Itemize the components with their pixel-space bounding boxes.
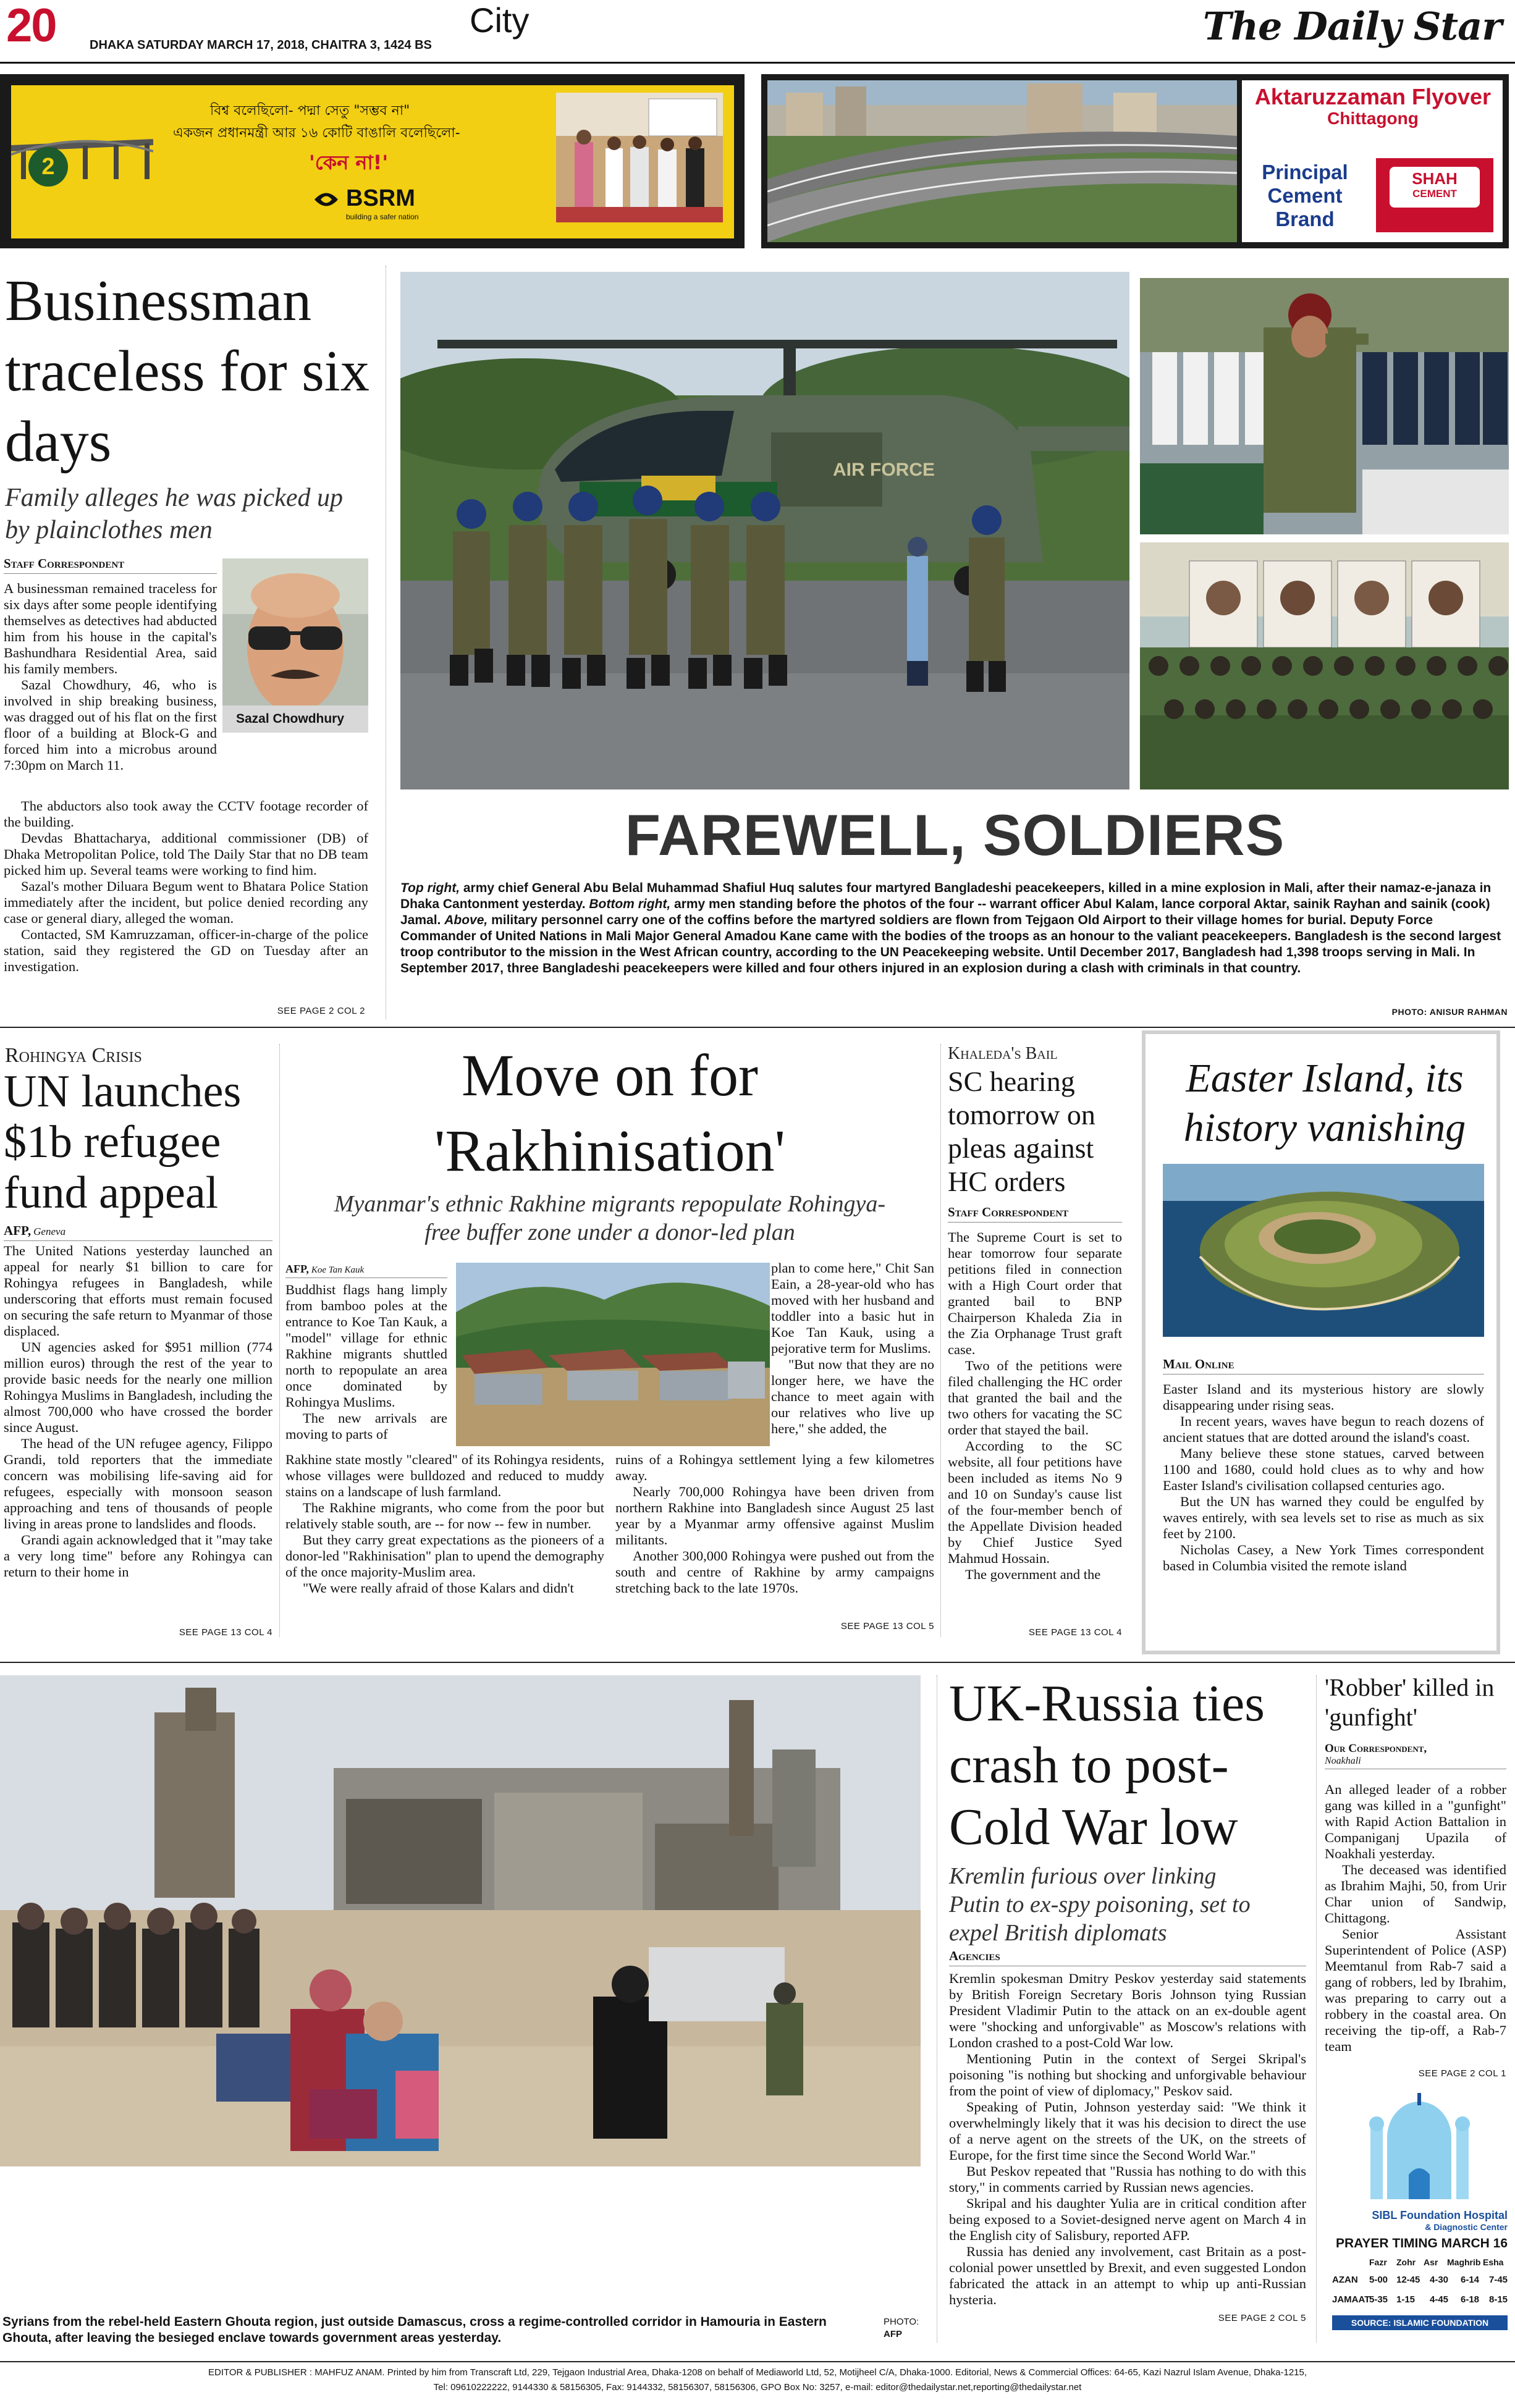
- businessman-p5: Sazal's mother Diluara Begum went to Bhatara Police Station immediately after the incident, but police denied recording any case or general diary, alleged the woman.: [4, 878, 368, 926]
- column-rule: [279, 1044, 280, 1637]
- shah-cement-ad: [761, 74, 1509, 248]
- prayer-header-esha: Esha: [1483, 2257, 1504, 2267]
- robber-p1: An alleged leader of a robber gang was killed in a "gunfight" with Rapid Action Battalion in Companiganj Upazila of Noakhali yesterday.: [1325, 1782, 1506, 1861]
- rakhine-col2-p2: "But now that they are no longer here, we have the chance to meet again with our relatives who live up here," she added, the: [771, 1357, 934, 1436]
- masthead: [0, 0, 1515, 65]
- robber-story: [1323, 1673, 1509, 2079]
- ghouta-caption: Syrians from the rebel-held Eastern Ghouta region, just outside Damascus, cross a regime-controlled corridor in Hamouria in Eastern Ghouta, after leaving the besieged enclave towards government areas yesterday.: [2, 2315, 827, 2345]
- shah-logo: [1376, 158, 1493, 232]
- farewell-caption: [400, 880, 1509, 977]
- un-p2: UN agencies asked for $951 million (774 million euros) through the rest of the year to provide basic needs for the nearly one million Rohingya Muslims in Bangladesh, including the almost 700,000 who have crossed the border since August.: [4, 1339, 272, 1435]
- businessman-story: [0, 266, 371, 1022]
- shah-logo-bottom: CEMENT: [1412, 188, 1457, 200]
- farewell-headline: FAREWELL, SOLDIERS: [625, 802, 1285, 867]
- rakhine-byline: [285, 1263, 447, 1278]
- robber-p3: Senior Assistant Superintendent of Police (ASP) Meemtanul from Rab-7 said a gang of robbers, led by Ibrahim, was preparing to carry out a robbery in the coastal area. On receiving the tip-off, a Rab-7 team: [1325, 1926, 1506, 2054]
- prayer-jamaat-maghrib: 6-18: [1461, 2294, 1480, 2305]
- un-p1: The United Nations yesterday launched an appeal for nearly $1 billion to care for Rohingya refugees in Bangladesh, while underscoring that efforts must remain focused on securing the safe return to Myanmar of those displaced.: [4, 1243, 272, 1339]
- farewell-caption-text1: army chief General Abu Belal Muhammad Shafiul Huq salutes four martyred Bangladeshi peacekeepers, killed in a mine explosion in Mali, after their namaz-e-janaza in Dhaka Cantonment yesterday.: [400, 881, 1492, 911]
- prayer-azan-zohr: 12-45: [1396, 2275, 1420, 2285]
- un-byline-agency: AFP,: [4, 1223, 32, 1238]
- easter-body: [1163, 1381, 1484, 1574]
- prayer-azan-label: AZAN: [1332, 2275, 1358, 2285]
- businessman-p1: A businessman remained traceless for six days after some people identifying themselves as detectives had abducted him from his house in the capital's Bashundhara Residential Area, said his family members.: [4, 581, 217, 676]
- farewell-caption-text3: military personnel carry one of the coffins before the martyred soldiers are flown from Tejgaon Old Airport to their village homes for burial. Deputy Force Commander of United Nations in Mali Major General Amadou Kane came with the bodies of the troops as an honour to the valiant peacekeepers. Bangladesh is the second largest troop contributor to the mission in the West African country, according to the UN Peacekeeping website. Until December 2017, Bangladesh had 1,398 troops serving in Mali. In September 2017, three Bangladeshi peacekeepers were killed and four others injured in an explosion during a clash with criminals in that country.: [400, 913, 1501, 975]
- un-story: [0, 1044, 272, 1643]
- ukrussia-p4: But Peskov repeated that "Russia has nothing to do with this story," in comments carried by Russian news agencies.: [949, 2163, 1306, 2195]
- bsrm-bangla-line2: একজন প্রধানমন্ত্রী আর ১৬ কোটি বাঙালি বলেছিলো-: [173, 125, 460, 141]
- rakhine-col1-bottom: [285, 1452, 604, 1596]
- bsrm-ad: [0, 74, 745, 248]
- column-rule: [940, 1044, 941, 1637]
- un-dateline: Geneva: [33, 1226, 66, 1237]
- prayer-sponsor-line2: & Diagnostic Center: [1425, 2222, 1508, 2232]
- bsrm-logo: BSRM: [346, 185, 415, 211]
- easter-box: [1142, 1030, 1500, 1654]
- prayer-header-row: [1332, 2257, 1511, 2267]
- helicopter-marking: AIR FORCE: [833, 460, 935, 480]
- date-line: DHAKA SATURDAY MARCH 17, 2018, CHAITRA 3, 1424 BS: [90, 38, 432, 52]
- businessman-p4: Devdas Bhattacharya, additional commissioner (DB) of Dhaka Metropolitan Police, told The Daily Star that no DB team picked him up. Several teams were working to find him.: [4, 830, 368, 878]
- sazal-photo: [222, 558, 368, 733]
- robber-byline-name: Our Correspondent,: [1325, 1742, 1427, 1755]
- robber-dateline: Noakhali: [1325, 1756, 1361, 1766]
- un-kicker: Rohingya Crisis: [5, 1044, 142, 1067]
- sc-story: [947, 1044, 1123, 1643]
- businessman-jump[interactable]: SEE PAGE 2 COL 2: [277, 1006, 365, 1016]
- businessman-headline: Businessman traceless for six days: [5, 269, 369, 474]
- farewell-caption-lead2: Bottom right,: [589, 897, 671, 911]
- sc-kicker: Khaleda's Bail: [948, 1044, 1058, 1063]
- easter-p3: Many believe these stone statues, carved between 1100 and 1680, could hold clues as to why and how Easter Island's civilisation collapsed centuries ago.: [1163, 1446, 1484, 1493]
- rakhine-col2-p1: plan to come here," Chit San Eain, a 28-year-old who has moved with her husband and toddler into a basic hut in Koe Tan Kauk, using a pejorative term for Muslims.: [771, 1260, 934, 1356]
- robber-jump[interactable]: SEE PAGE 2 COL 1: [1418, 2068, 1506, 2079]
- sc-body: [948, 1229, 1122, 1583]
- ukrussia-headline: UK-Russia ties crash to post-Cold War low: [949, 1675, 1265, 1856]
- soldiers-portraits-photo: [1140, 542, 1509, 789]
- rakhine-col2: [771, 1260, 934, 1437]
- page-number: 20: [6, 0, 56, 52]
- bsrm-bangla-line3: 'কেন না!': [309, 151, 389, 174]
- rakhine-deck: Myanmar's ethnic Rakhine migrants repopulate Rohingya-free buffer zone under a donor-led plan: [334, 1191, 886, 1245]
- bsrm-logo-icon: [312, 185, 340, 214]
- un-p3: The head of the UN refugee agency, Filippo Grandi, told reporters that the immediate concern was mobilising life-saving aid for refugees, especially with monsoon season approaching and tens of thousands of people living in areas prone to landslides and floods.: [4, 1436, 272, 1531]
- farewell-caption-text2: army men standing before the photos of the four -- warrant officer Abul Kalam, lance corporal Aktar, sainik Rayhan and sainik (cook) Jamal.: [400, 897, 1490, 927]
- farewell-caption-lead3: Above,: [444, 913, 488, 927]
- prayer-header-fazr: Fazr: [1369, 2257, 1387, 2267]
- salute-photo: [1140, 278, 1509, 534]
- sc-byline: Staff Correspondent: [948, 1205, 1122, 1223]
- shah-logo-top: SHAH: [1412, 169, 1458, 188]
- easter-p2: In recent years, waves have begun to reach dozens of ancient statues that are dotted around the island's coast.: [1163, 1413, 1484, 1445]
- paper-name: The Daily Star: [1202, 4, 1501, 49]
- rakhine-dateline: Koe Tan Kauk: [311, 1265, 365, 1275]
- rakhine-col1-p1: Buddhist flags hang limply from bamboo poles at the entrance to Koe Tan Kauk, a "model" village for ethnic Rakhine migrants shuttled north to repopulate an area once dominated by Rohingya Muslims.: [285, 1282, 447, 1410]
- prayer-title: PRAYER TIMING MARCH 16: [1335, 2236, 1508, 2250]
- imprint-line1: EDITOR & PUBLISHER : MAHFUZ ANAM. Printed by him from Transcraft Ltd, 229, Tejgaon Industrial Area, Dhaka-1208 on behalf of Mediaworld Ltd, 52, Motijheel C/A, Dhaka-1000. Editorial, News & Commercial Offices: 64-65, Kazi Nazrul Islam Avenue, Dhaka-1215,: [208, 2367, 1307, 2378]
- footer-rule: [0, 2361, 1515, 2362]
- sc-p3: According to the SC website, all four petitions have been included as items No 9 and 10 on Sunday's cause list of the four-member bench of the Appellate Division headed by Chief Justice Syed Mahmud Hossain.: [948, 1438, 1122, 1566]
- robber-p2: The deceased was identified as Ibrahim Majhi, 50, from Urir Char union of Sandwip, Chittagong.: [1325, 1862, 1506, 1926]
- rakhine-jump[interactable]: SEE PAGE 13 COL 5: [840, 1621, 934, 1631]
- rakhine-story: [285, 1038, 934, 1643]
- ukrussia-p6: Russia has denied any involvement, cast Britain as a post-colonial power unsettled by Brexit, and even suggested London fabricated the attack in an attempt to whip up anti-Russian hysteria.: [949, 2244, 1306, 2307]
- easter-headline: Easter Island, its history vanishing: [1183, 1056, 1466, 1150]
- rakhine-col2-p5: Another 300,000 Rohingya were pushed out from the south and centre of Rakhine by army campaigns stretching back to the late 1970s.: [615, 1548, 934, 1596]
- easter-p1: Easter Island and its mysterious history are slowly disappearing under rising seas.: [1163, 1381, 1484, 1413]
- svg-text:2: 2: [41, 154, 55, 180]
- robber-byline: [1325, 1742, 1506, 1769]
- sc-headline: SC hearing tomorrow on pleas against HC orders: [948, 1066, 1095, 1197]
- easter-p4: But the UN has warned they could be engulfed by waves entirely, with sea levels set to rise as much as six feet by 2100.: [1163, 1494, 1484, 1541]
- prayer-jamaat-asr: 4-45: [1430, 2294, 1449, 2305]
- prayer-jamaat-row: [1332, 2294, 1511, 2305]
- businessman-body-bottom: [4, 798, 368, 975]
- rakhine-byline-agency: AFP,: [285, 1263, 309, 1275]
- sc-p1: The Supreme Court is set to hear tomorrow four separate petitions filed in connection with a High Court order that granted bail to BNP Chairperson Khaleda Zia in the Zia Orphanage Trust graft case.: [948, 1229, 1122, 1357]
- prayer-azan-row: [1332, 2275, 1511, 2285]
- flyover-photo: [767, 80, 1237, 242]
- prayer-source: SOURCE: ISLAMIC FOUNDATION: [1332, 2315, 1508, 2330]
- un-p4: Grandi again acknowledged that it "may take a very long time" before any Rohingya can return to their home in: [4, 1532, 272, 1580]
- easter-island-photo: [1163, 1164, 1484, 1337]
- shah-ad-headline: Aktaruzzaman Flyover: [1254, 84, 1492, 109]
- businessman-p3: The abductors also took away the CCTV footage recorder of the building.: [4, 798, 368, 830]
- section-title: City: [470, 1, 530, 40]
- sazal-photo-caption: Sazal Chowdhury: [236, 712, 345, 726]
- prayer-jamaat-fazr: 5-35: [1369, 2294, 1388, 2305]
- rakhine-col1-top: [285, 1282, 447, 1442]
- helicopter-coffin-photo: [400, 272, 1129, 789]
- column-rule: [1316, 1675, 1317, 2343]
- ukrussia-p3: Speaking of Putin, Johnson yesterday said: "We think it overwhelmingly likely that it was his decision to direct the use of a nerve agent on the streets of the UK, on the streets of Europe, for the first time since the Second World War.": [949, 2099, 1306, 2163]
- prayer-azan-fazr: 5-00: [1369, 2275, 1388, 2285]
- ukrussia-story: [945, 1673, 1307, 2340]
- farewell-caption-lead1: Top right,: [400, 881, 460, 895]
- businessman-body-top: [4, 581, 217, 773]
- farewell-photo-credit: PHOTO: ANISUR RAHMAN: [1391, 1007, 1508, 1017]
- bsrm-tagline: building a safer nation: [346, 213, 419, 221]
- ghouta-photo: [0, 1675, 921, 2166]
- ukrussia-p2: Mentioning Putin in the context of Sergei Skripal's poisoning "is nothing but shocking and unforgivable behaviour from the point of view of diplomacy," Peskov said.: [949, 2051, 1306, 2099]
- robber-headline: 'Robber' killed in 'gunfight': [1325, 1673, 1495, 1731]
- un-headline: UN launches $1b refugee fund appeal: [4, 1066, 242, 1218]
- ukrussia-deck: Kremlin furious over linking Putin to ex-spy poisoning, set to expel British diplomats: [949, 1863, 1251, 1946]
- prayer-header-maghrib: Maghrib: [1447, 2257, 1481, 2267]
- shah-ad-line2: Cement: [1267, 184, 1343, 207]
- padma-bridge-graphic: [11, 93, 153, 192]
- prayer-azan-maghrib: 6-14: [1461, 2275, 1480, 2285]
- masthead-rule: [0, 62, 1515, 64]
- ukrussia-jump[interactable]: SEE PAGE 2 COL 5: [1218, 2313, 1306, 2323]
- ukrussia-byline: Agencies: [949, 1948, 1306, 1966]
- sc-jump[interactable]: SEE PAGE 13 COL 4: [1028, 1627, 1122, 1638]
- prayer-azan-asr: 4-30: [1430, 2275, 1449, 2285]
- un-jump[interactable]: SEE PAGE 13 COL 4: [179, 1627, 272, 1638]
- rakhine-col2-bottom: [615, 1452, 934, 1596]
- un-body: [4, 1243, 272, 1580]
- prayer-header-asr: Asr: [1424, 2257, 1438, 2267]
- rakhine-col1-p5: But they carry great expectations as the pioneers of a donor-led "Rakhinisation" plan to upend the demography of the once majority-Muslim area.: [285, 1532, 604, 1580]
- ghouta-credit-label: PHOTO:: [884, 2317, 919, 2327]
- section-rule: [0, 1662, 1515, 1663]
- businessman-p2: Sazal Chowdhury, 46, who is involved in ship breaking business, was dragged out of his flat on the first floor of a building at Block-G and forced him into a microbus around 7:30pm on March 11.: [4, 677, 217, 773]
- prayer-header-zohr: Zohr: [1396, 2257, 1416, 2267]
- prayer-sponsor-line1: SIBL Foundation Hospital: [1372, 2209, 1508, 2221]
- prayer-jamaat-label: JAMAAT: [1332, 2294, 1370, 2305]
- rakhine-col1-p4: The Rakhine migrants, who come from the poor but relatively stable south, are -- for now -- few in number.: [285, 1500, 604, 1531]
- section-rule: [0, 1027, 1515, 1028]
- inauguration-photo: [556, 93, 723, 222]
- rakhine-col1-p2: The new arrivals are moving to parts of: [285, 1410, 447, 1442]
- ukrussia-p1: Kremlin spokesman Dmitry Peskov yesterday said statements by British Foreign Secretary Boris Johnson tying Russian President Vladimir Putin to the attack on an ex-double agent were "shocking and unforgivable" as Moscow's relations with London crashed to a post-Cold War low.: [949, 1971, 1306, 2050]
- businessman-byline: Staff Correspondent: [4, 556, 217, 574]
- rakhine-village-photo: [456, 1263, 770, 1446]
- rakhine-col2-p4: Nearly 700,000 Rohingya have been driven from northern Rakhine into Bangladesh since August 25 last year by a Myanmar army offensive against Muslim militants.: [615, 1484, 934, 1547]
- robber-body: [1325, 1782, 1506, 2055]
- sc-p4: The government and the: [965, 1567, 1101, 1582]
- prayer-jamaat-zohr: 1-15: [1396, 2294, 1416, 2305]
- easter-p5: Nicholas Casey, a New York Times correspondent based in Columbia visited the remote island: [1163, 1542, 1484, 1573]
- businessman-p6: Contacted, SM Kamruzzaman, officer-in-charge of the police station, said they registered the GD on Tuesday after an investigation.: [4, 927, 368, 974]
- businessman-deck: Family alleges he was picked up by plainclothes men: [5, 484, 344, 544]
- shah-ad-line3: Brand: [1275, 208, 1335, 230]
- shah-ad-location: Chittagong: [1327, 109, 1419, 128]
- rakhine-headline: Move on for 'Rakhinisation': [434, 1042, 785, 1184]
- un-byline: [4, 1223, 272, 1241]
- prayer-jamaat-esha: 8-15: [1489, 2294, 1508, 2305]
- imprint-line2: Tel: 09610222222, 9144330 & 58156305, Fax: 9144332, 58156307, 58156306, GPO Box No: 3257, e-mail: editor@thedailystar.net,reporting@thedailystar.net: [433, 2382, 1082, 2393]
- shah-ad-line1: Principal: [1262, 161, 1348, 183]
- ukrussia-p5: Skripal and his daughter Yulia are in critical condition after being exposed to a Soviet-designed nerve agent on March 4 in the English city of Salisbury, reported AFP.: [949, 2195, 1306, 2243]
- bsrm-bangla-line1: বিশ্ব বলেছিলো- পদ্মা সেতু "সম্ভব না": [210, 103, 410, 119]
- rakhine-col1-p3: Rakhine state mostly "cleared" of its Rohingya residents, whose villages were bulldozed and reduced to muddy stains on a landscape of lush farmland.: [285, 1452, 604, 1499]
- prayer-ad: [1328, 2088, 1511, 2354]
- prayer-azan-esha: 7-45: [1489, 2275, 1508, 2285]
- easter-byline: Mail Online: [1163, 1357, 1484, 1374]
- mosque-icon: [1365, 2088, 1474, 2205]
- prayer-header-blank: [1332, 2257, 1369, 2267]
- rakhine-col2-p3: ruins of a Rohingya settlement lying a few kilometres away.: [615, 1452, 934, 1483]
- ukrussia-body: [949, 1971, 1306, 2308]
- ghouta-credit-name: AFP: [884, 2329, 902, 2339]
- rakhine-col1-p6: "We were really afraid of those Kalars and didn't: [303, 1580, 574, 1596]
- sc-p2: Two of the petitions were filed challenging the HC order that granted the bail and the two others for vacating the SC order that stayed the bail.: [948, 1358, 1122, 1438]
